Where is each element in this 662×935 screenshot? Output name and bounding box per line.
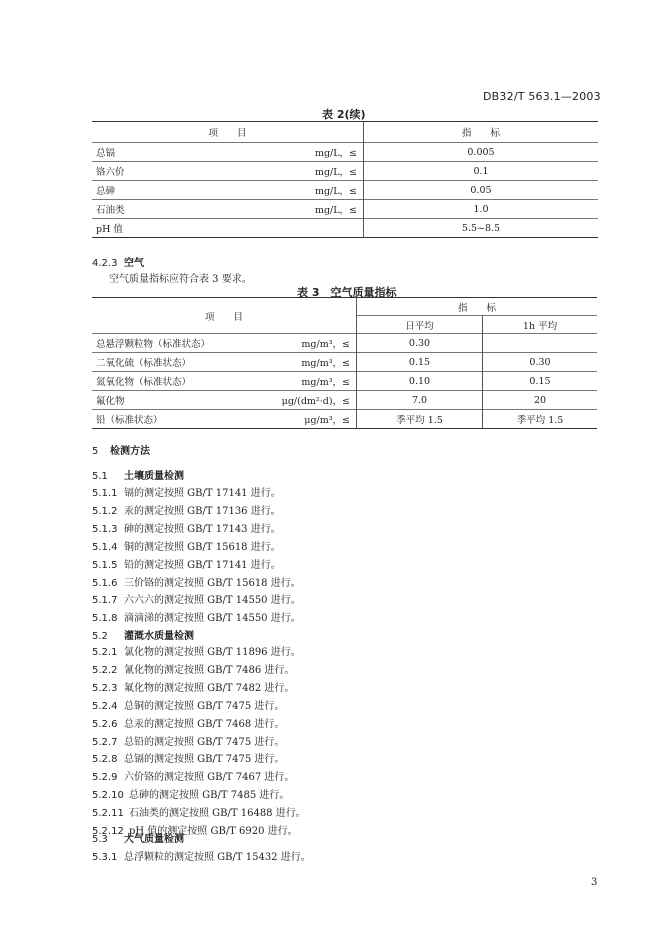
table-row [92, 143, 598, 162]
table2-header-row [92, 122, 598, 143]
item-number: 5.1.5 [92, 559, 118, 571]
item-number: 5.1.2 [92, 505, 118, 517]
list-item [92, 485, 301, 503]
row-hour: 0.30 [483, 353, 598, 372]
table3 [92, 297, 597, 429]
section-number: 5 [92, 446, 99, 457]
list-item [92, 716, 306, 734]
item-number: 5.2.1 [92, 647, 118, 658]
table3-col-item: 项 目 [92, 298, 357, 334]
table2 [92, 121, 598, 238]
table-row [92, 334, 597, 353]
item-text: 砷的测定按照 GB/T 17143 进行。 [124, 523, 281, 535]
list-item [92, 592, 301, 610]
item-text: 总浮颗粒的测定按照 GB/T 15432 进行。 [124, 852, 311, 863]
row-name: pH 值 [92, 219, 292, 238]
row-value: 0.005 [364, 143, 599, 162]
list-item [92, 769, 306, 787]
page-number: 3 [591, 877, 598, 888]
row-unit: μg/m³，≤ [268, 410, 357, 429]
section-5-2-heading [92, 627, 194, 642]
section-number: 5.3 [92, 834, 108, 845]
item-number: 5.2.8 [92, 754, 118, 766]
item-text: 汞的测定按照 GB/T 17136 进行。 [124, 505, 281, 517]
table-row [92, 353, 597, 372]
section-number: 4.2.3 [92, 258, 118, 269]
row-name: 铅（标准状态） [92, 410, 268, 429]
table-row [92, 181, 598, 200]
list-item [92, 557, 301, 575]
table-row [92, 372, 597, 391]
list-item [92, 751, 306, 769]
table-row [92, 391, 597, 410]
table3-col-hour: 1h 平均 [483, 316, 598, 334]
item-text: 六六六的测定按照 GB/T 14550 进行。 [124, 595, 301, 607]
item-number: 5.2.2 [92, 664, 118, 676]
section-number: 5.1 [92, 471, 108, 482]
item-text: 石油类的测定按照 GB/T 16488 进行。 [129, 808, 306, 820]
standard-code: DB32/T 563.1—2003 [483, 90, 601, 103]
item-text: 总砷的测定按照 GB/T 7485 进行。 [129, 790, 290, 802]
row-unit: mg/m³，≤ [268, 372, 357, 391]
item-number: 5.1.6 [92, 577, 118, 589]
item-text: 总汞的测定按照 GB/T 7468 进行。 [124, 718, 285, 730]
row-unit: mg/L，≤ [292, 200, 364, 219]
section-4-2-3-heading [92, 254, 144, 269]
item-text: pH 值的测定按照 GB/T 6920 进行。 [129, 826, 298, 838]
item-number: 5.2.10 [92, 790, 124, 802]
item-text: 氟化物的测定按照 GB/T 7482 进行。 [124, 682, 295, 694]
list-item [92, 787, 306, 805]
row-unit [292, 219, 364, 238]
item-text: 总铜的测定按照 GB/T 7475 进行。 [124, 700, 285, 712]
table-row [92, 219, 598, 238]
row-unit: mg/L，≤ [292, 143, 364, 162]
item-number: 5.2.11 [92, 808, 124, 820]
item-number: 5.2.6 [92, 718, 118, 730]
row-name: 总悬浮颗粒物（标准状态） [92, 334, 268, 353]
item-text: 三价铬的测定按照 GB/T 15618 进行。 [124, 577, 301, 589]
item-number: 5.1.7 [92, 595, 118, 607]
section-5-3-heading [92, 830, 184, 845]
item-number: 5.2.12 [92, 826, 124, 838]
section-5-3-list [92, 848, 311, 863]
row-name: 二氧化硫（标准状态） [92, 353, 268, 372]
list-item [92, 539, 301, 557]
item-number: 5.2.4 [92, 700, 118, 712]
section-title: 灌溉水质量检测 [124, 631, 194, 642]
table3-caption: 表 3 空气质量指标 [297, 286, 397, 299]
table3-header-row [92, 298, 597, 316]
item-number: 5.2.9 [92, 772, 118, 784]
section-5-heading [92, 442, 150, 457]
item-number: 5.1.8 [92, 613, 118, 625]
list-item [92, 680, 306, 698]
row-unit: mg/L，≤ [292, 162, 364, 181]
table2-col-item: 项 目 [92, 122, 364, 143]
item-text: 铜的测定按照 GB/T 15618 进行。 [124, 541, 281, 553]
item-text: 铅的测定按照 GB/T 17141 进行。 [124, 559, 281, 571]
section-title: 土壤质量检测 [124, 471, 184, 482]
row-day: 0.30 [357, 334, 483, 353]
section-title: 空气 [124, 258, 144, 269]
row-unit: mg/L，≤ [292, 181, 364, 200]
item-number: 5.1.4 [92, 541, 118, 553]
row-hour [483, 334, 598, 353]
row-hour: 季平均 1.5 [483, 410, 598, 429]
list-item [92, 521, 301, 539]
table-row [92, 200, 598, 219]
list-item [92, 848, 311, 863]
section-5-2-list [92, 644, 306, 841]
list-item [92, 610, 301, 628]
section-title: 检测方法 [110, 446, 150, 457]
section-5-1-list [92, 485, 301, 628]
row-day: 0.15 [357, 353, 483, 372]
item-text: 六价铬的测定按照 GB/T 7467 进行。 [124, 772, 295, 784]
list-item [92, 805, 306, 823]
table2-col-index: 指 标 [461, 128, 500, 139]
table3-col-index: 指 标 [457, 302, 496, 314]
row-name: 总砷 [92, 181, 292, 200]
row-name: 铬六价 [92, 162, 292, 181]
table-row [92, 410, 597, 429]
row-name: 石油类 [92, 200, 292, 219]
item-text: 氰化物的测定按照 GB/T 7486 进行。 [124, 664, 295, 676]
row-name: 总镉 [92, 143, 292, 162]
row-unit: mg/m³，≤ [268, 353, 357, 372]
item-number: 5.1.1 [92, 488, 118, 499]
list-item [92, 503, 301, 521]
section-4-2-3-text: 空气质量指标应符合表 3 要求。 [109, 274, 252, 285]
row-day: 7.0 [357, 391, 483, 410]
item-text: 总铅的测定按照 GB/T 7475 进行。 [124, 736, 285, 748]
table3-col-day: 日平均 [357, 316, 483, 334]
row-day: 0.10 [357, 372, 483, 391]
table-row [92, 162, 598, 181]
section-5-1-heading [92, 467, 184, 482]
row-day: 季平均 1.5 [357, 410, 483, 429]
item-number: 5.1.3 [92, 523, 118, 535]
item-number: 5.2.3 [92, 682, 118, 694]
list-item [92, 662, 306, 680]
item-text: 滴滴涕的测定按照 GB/T 14550 进行。 [124, 613, 301, 625]
row-name: 氮氧化物（标准状态） [92, 372, 268, 391]
row-name: 氟化物 [92, 391, 268, 410]
item-text: 镉的测定按照 GB/T 17141 进行。 [124, 488, 281, 499]
list-item [92, 734, 306, 752]
section-title: 大气质量检测 [124, 834, 184, 845]
item-number: 5.3.1 [92, 852, 118, 863]
table2-caption: 表 2(续) [322, 108, 366, 121]
row-unit: mg/m³，≤ [268, 334, 357, 353]
row-value: 5.5~8.5 [364, 219, 599, 238]
list-item [92, 698, 306, 716]
item-text: 总镉的测定按照 GB/T 7475 进行。 [124, 754, 285, 766]
item-text: 氯化物的测定按照 GB/T 11896 进行。 [124, 647, 301, 658]
list-item [92, 575, 301, 593]
list-item [92, 644, 306, 662]
item-number: 5.2.7 [92, 736, 118, 748]
row-value: 0.1 [364, 162, 599, 181]
row-value: 1.0 [364, 200, 599, 219]
row-value: 0.05 [364, 181, 599, 200]
row-unit: μg/(dm²·d)，≤ [268, 391, 357, 410]
row-hour: 20 [483, 391, 598, 410]
section-number: 5.2 [92, 631, 108, 642]
row-hour: 0.15 [483, 372, 598, 391]
